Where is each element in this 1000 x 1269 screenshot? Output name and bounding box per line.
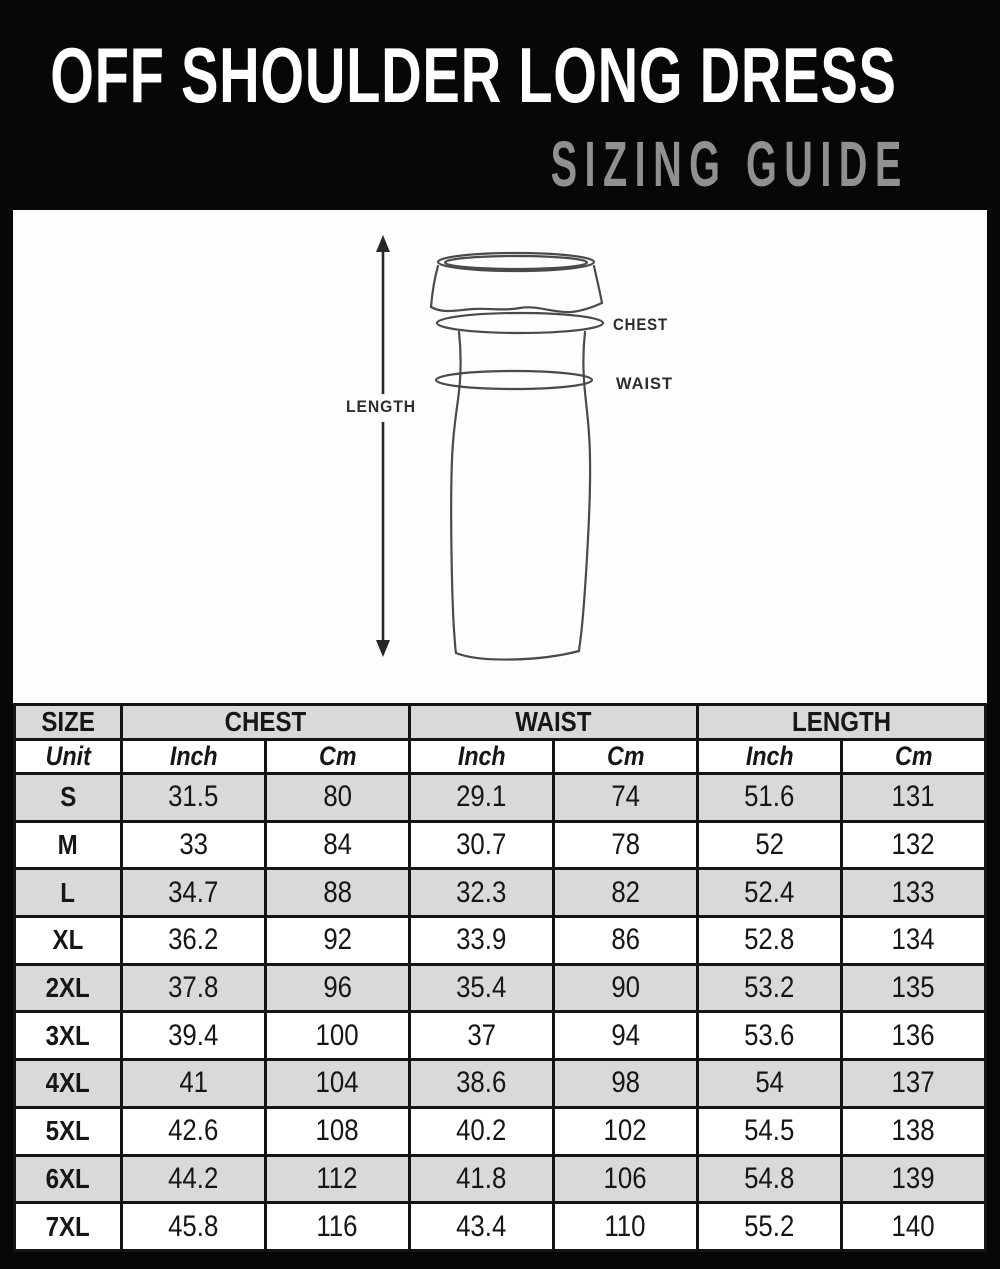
size-label: 3XL: [45, 1019, 90, 1051]
measurement-value: 36.2: [168, 923, 219, 957]
value-cell: [697, 869, 841, 917]
size-label: 7XL: [45, 1210, 90, 1242]
size-table-body: [15, 774, 986, 1251]
unit-waist-cm: Cm: [606, 741, 645, 771]
unit-chest-inch: Inch: [169, 741, 218, 771]
value-cell: [409, 1155, 553, 1203]
chest-measure-line: [437, 313, 603, 333]
measurement-value: 31.5: [168, 780, 219, 814]
unit-cell: [409, 740, 553, 774]
measurement-value: 52: [755, 828, 784, 862]
size-cell: [15, 1203, 122, 1251]
measurement-value: 74: [611, 780, 640, 814]
col-header-size-label: SIZE: [41, 706, 95, 737]
value-cell: [265, 774, 409, 822]
value-cell: [265, 1107, 409, 1155]
value-cell: [409, 964, 553, 1012]
size-cell: [15, 869, 122, 917]
measurement-value: 140: [891, 1209, 935, 1243]
unit-cell: [697, 740, 841, 774]
measurement-value: 137: [891, 1066, 935, 1100]
table-row: [15, 1060, 986, 1108]
size-label: S: [59, 781, 76, 813]
value-cell: [697, 1107, 841, 1155]
size-cell: [15, 1012, 122, 1060]
table-row: [15, 1203, 986, 1251]
value-cell: [841, 1060, 985, 1108]
value-cell: [265, 1012, 409, 1060]
value-cell: [121, 1203, 265, 1251]
value-cell: [265, 917, 409, 965]
measurement-value: 135: [891, 971, 935, 1005]
size-label: M: [57, 829, 78, 861]
unit-row-label: Unit: [45, 741, 91, 771]
size-chart-table: [13, 703, 987, 1252]
measurement-value: 38.6: [456, 1066, 507, 1100]
value-cell: [841, 1203, 985, 1251]
size-label: 6XL: [45, 1162, 90, 1194]
unit-cell: [265, 740, 409, 774]
value-cell: [553, 774, 697, 822]
size-label: L: [60, 876, 76, 908]
value-cell: [841, 1107, 985, 1155]
measurement-value: 78: [611, 828, 640, 862]
size-cell: [15, 1155, 122, 1203]
measurement-value: 112: [316, 1161, 358, 1195]
table-row: [15, 1155, 986, 1203]
value-cell: [265, 1155, 409, 1203]
value-cell: [697, 964, 841, 1012]
col-header-length: [697, 705, 985, 740]
measurement-value: 106: [603, 1161, 647, 1195]
chest-label: CHEST: [613, 315, 668, 334]
value-cell: [409, 1012, 553, 1060]
measurement-value: 94: [611, 1018, 640, 1052]
value-cell: [553, 917, 697, 965]
table-row: [15, 821, 986, 869]
measurement-value: 37.8: [168, 971, 219, 1005]
size-cell: [15, 1060, 122, 1108]
unit-waist-inch: Inch: [457, 741, 506, 771]
measurement-value: 40.2: [456, 1114, 507, 1148]
value-cell: [121, 1060, 265, 1108]
value-cell: [697, 821, 841, 869]
table-row: [15, 964, 986, 1012]
value-cell: [697, 917, 841, 965]
table-row: [15, 869, 986, 917]
size-cell: [15, 821, 122, 869]
value-cell: [697, 1155, 841, 1203]
measurement-value: 98: [611, 1066, 640, 1100]
measurement-value: 132: [891, 828, 935, 862]
value-cell: [121, 917, 265, 965]
measurement-value: 138: [891, 1114, 935, 1148]
unit-length-cm: Cm: [894, 741, 933, 771]
col-header-chest: [121, 705, 409, 740]
measurement-value: 80: [322, 780, 352, 814]
value-cell: [553, 964, 697, 1012]
size-label: 4XL: [45, 1067, 90, 1099]
value-cell: [409, 774, 553, 822]
value-cell: [409, 869, 553, 917]
measurement-value: 52.4: [744, 875, 795, 909]
table-row: [15, 1012, 986, 1060]
size-cell: [15, 1107, 122, 1155]
measurement-value: 53.6: [744, 1018, 795, 1052]
measurement-value: 54.5: [744, 1114, 795, 1148]
value-cell: [121, 1012, 265, 1060]
unit-row-header: [15, 740, 122, 774]
measurement-value: 54.8: [744, 1161, 795, 1195]
col-header-length-label: LENGTH: [791, 706, 891, 737]
value-cell: [553, 1203, 697, 1251]
measurement-value: 45.8: [168, 1209, 219, 1243]
size-cell: [15, 964, 122, 1012]
table-row: [15, 917, 986, 965]
value-cell: [121, 869, 265, 917]
measurement-value: 30.7: [456, 828, 507, 862]
measurement-value: 86: [611, 923, 640, 957]
measurement-value: 104: [315, 1066, 359, 1100]
measurement-value: 136: [891, 1018, 935, 1052]
measurement-value: 44.2: [168, 1161, 219, 1195]
dress-measurement-diagram: [13, 210, 987, 703]
value-cell: [553, 1107, 697, 1155]
value-cell: [265, 821, 409, 869]
measurement-value: 134: [891, 923, 935, 957]
col-header-chest-label: CHEST: [224, 706, 307, 737]
value-cell: [409, 821, 553, 869]
unit-cell: [841, 740, 985, 774]
measurement-value: 90: [611, 971, 640, 1005]
measurement-value: 131: [891, 780, 935, 814]
value-cell: [121, 774, 265, 822]
measurement-value: 116: [316, 1209, 358, 1243]
table-row: [15, 1107, 986, 1155]
size-label: XL: [52, 924, 84, 956]
measurement-value: 84: [322, 828, 352, 862]
value-cell: [121, 1155, 265, 1203]
measurement-value: 96: [322, 971, 352, 1005]
measurement-value: 100: [315, 1018, 359, 1052]
measurement-value: 53.2: [744, 971, 795, 1005]
measurement-value: 39.4: [168, 1018, 219, 1052]
measurement-value: 92: [322, 923, 352, 957]
measurement-value: 33: [178, 828, 208, 862]
value-cell: [697, 1203, 841, 1251]
value-cell: [265, 1203, 409, 1251]
measurement-value: 33.9: [456, 923, 507, 957]
measurement-value: 52.8: [744, 923, 795, 957]
measurement-value: 82: [611, 875, 640, 909]
value-cell: [553, 869, 697, 917]
value-cell: [409, 1107, 553, 1155]
value-cell: [841, 821, 985, 869]
value-cell: [697, 1060, 841, 1108]
measurement-value: 43.4: [456, 1209, 507, 1243]
measurement-value: 42.6: [168, 1114, 219, 1148]
size-chart: [13, 703, 987, 1252]
value-cell: [841, 1155, 985, 1203]
value-cell: [553, 1155, 697, 1203]
table-row: [15, 774, 986, 822]
measurement-value: 41: [178, 1066, 208, 1100]
measurement-value: 55.2: [744, 1209, 795, 1243]
value-cell: [841, 964, 985, 1012]
col-header-size: [15, 705, 122, 740]
value-cell: [265, 964, 409, 1012]
value-cell: [121, 821, 265, 869]
size-label: 2XL: [45, 972, 90, 1004]
value-cell: [553, 1012, 697, 1060]
unit-length-inch: Inch: [745, 741, 794, 771]
page-subtitle: SIZING GUIDE: [550, 128, 909, 200]
measurement-value: 102: [603, 1114, 647, 1148]
unit-chest-cm: Cm: [318, 741, 357, 771]
size-cell: [15, 917, 122, 965]
size-label: 5XL: [45, 1115, 90, 1147]
measurement-value: 41.8: [456, 1161, 507, 1195]
measurement-value: 108: [315, 1114, 359, 1148]
measurement-value: 34.7: [168, 875, 219, 909]
waist-label: WAIST: [616, 374, 673, 393]
measurement-value: 54: [755, 1066, 784, 1100]
dress-outline-illustration: [431, 253, 603, 660]
measurement-value: 133: [891, 875, 935, 909]
value-cell: [409, 1203, 553, 1251]
value-cell: [553, 1060, 697, 1108]
page-title: OFF SHOULDER LONG DRESS: [50, 31, 897, 119]
value-cell: [265, 869, 409, 917]
measurement-value: 32.3: [456, 875, 507, 909]
value-cell: [265, 1060, 409, 1108]
value-cell: [409, 1060, 553, 1108]
size-cell: [15, 774, 122, 822]
measurement-diagram-panel: [13, 210, 987, 703]
col-header-waist-label: WAIST: [515, 706, 592, 737]
value-cell: [697, 1012, 841, 1060]
measurement-value: 29.1: [456, 780, 507, 814]
value-cell: [841, 774, 985, 822]
measurement-value: 110: [604, 1209, 646, 1243]
measurement-value: 51.6: [744, 780, 795, 814]
measurement-value: 37: [467, 1018, 496, 1052]
value-cell: [121, 964, 265, 1012]
table-unit-row: [15, 740, 986, 774]
measurement-value: 35.4: [456, 971, 507, 1005]
table-group-header-row: [15, 705, 986, 740]
measurement-value: 88: [322, 875, 352, 909]
col-header-waist: [409, 705, 697, 740]
unit-cell: [553, 740, 697, 774]
value-cell: [409, 917, 553, 965]
value-cell: [553, 821, 697, 869]
masthead: [0, 0, 1000, 210]
measurement-value: 139: [891, 1161, 935, 1195]
value-cell: [841, 1012, 985, 1060]
unit-cell: [121, 740, 265, 774]
length-arrow: [376, 235, 390, 657]
value-cell: [697, 774, 841, 822]
length-label: LENGTH: [346, 397, 416, 416]
value-cell: [841, 917, 985, 965]
value-cell: [841, 869, 985, 917]
value-cell: [121, 1107, 265, 1155]
